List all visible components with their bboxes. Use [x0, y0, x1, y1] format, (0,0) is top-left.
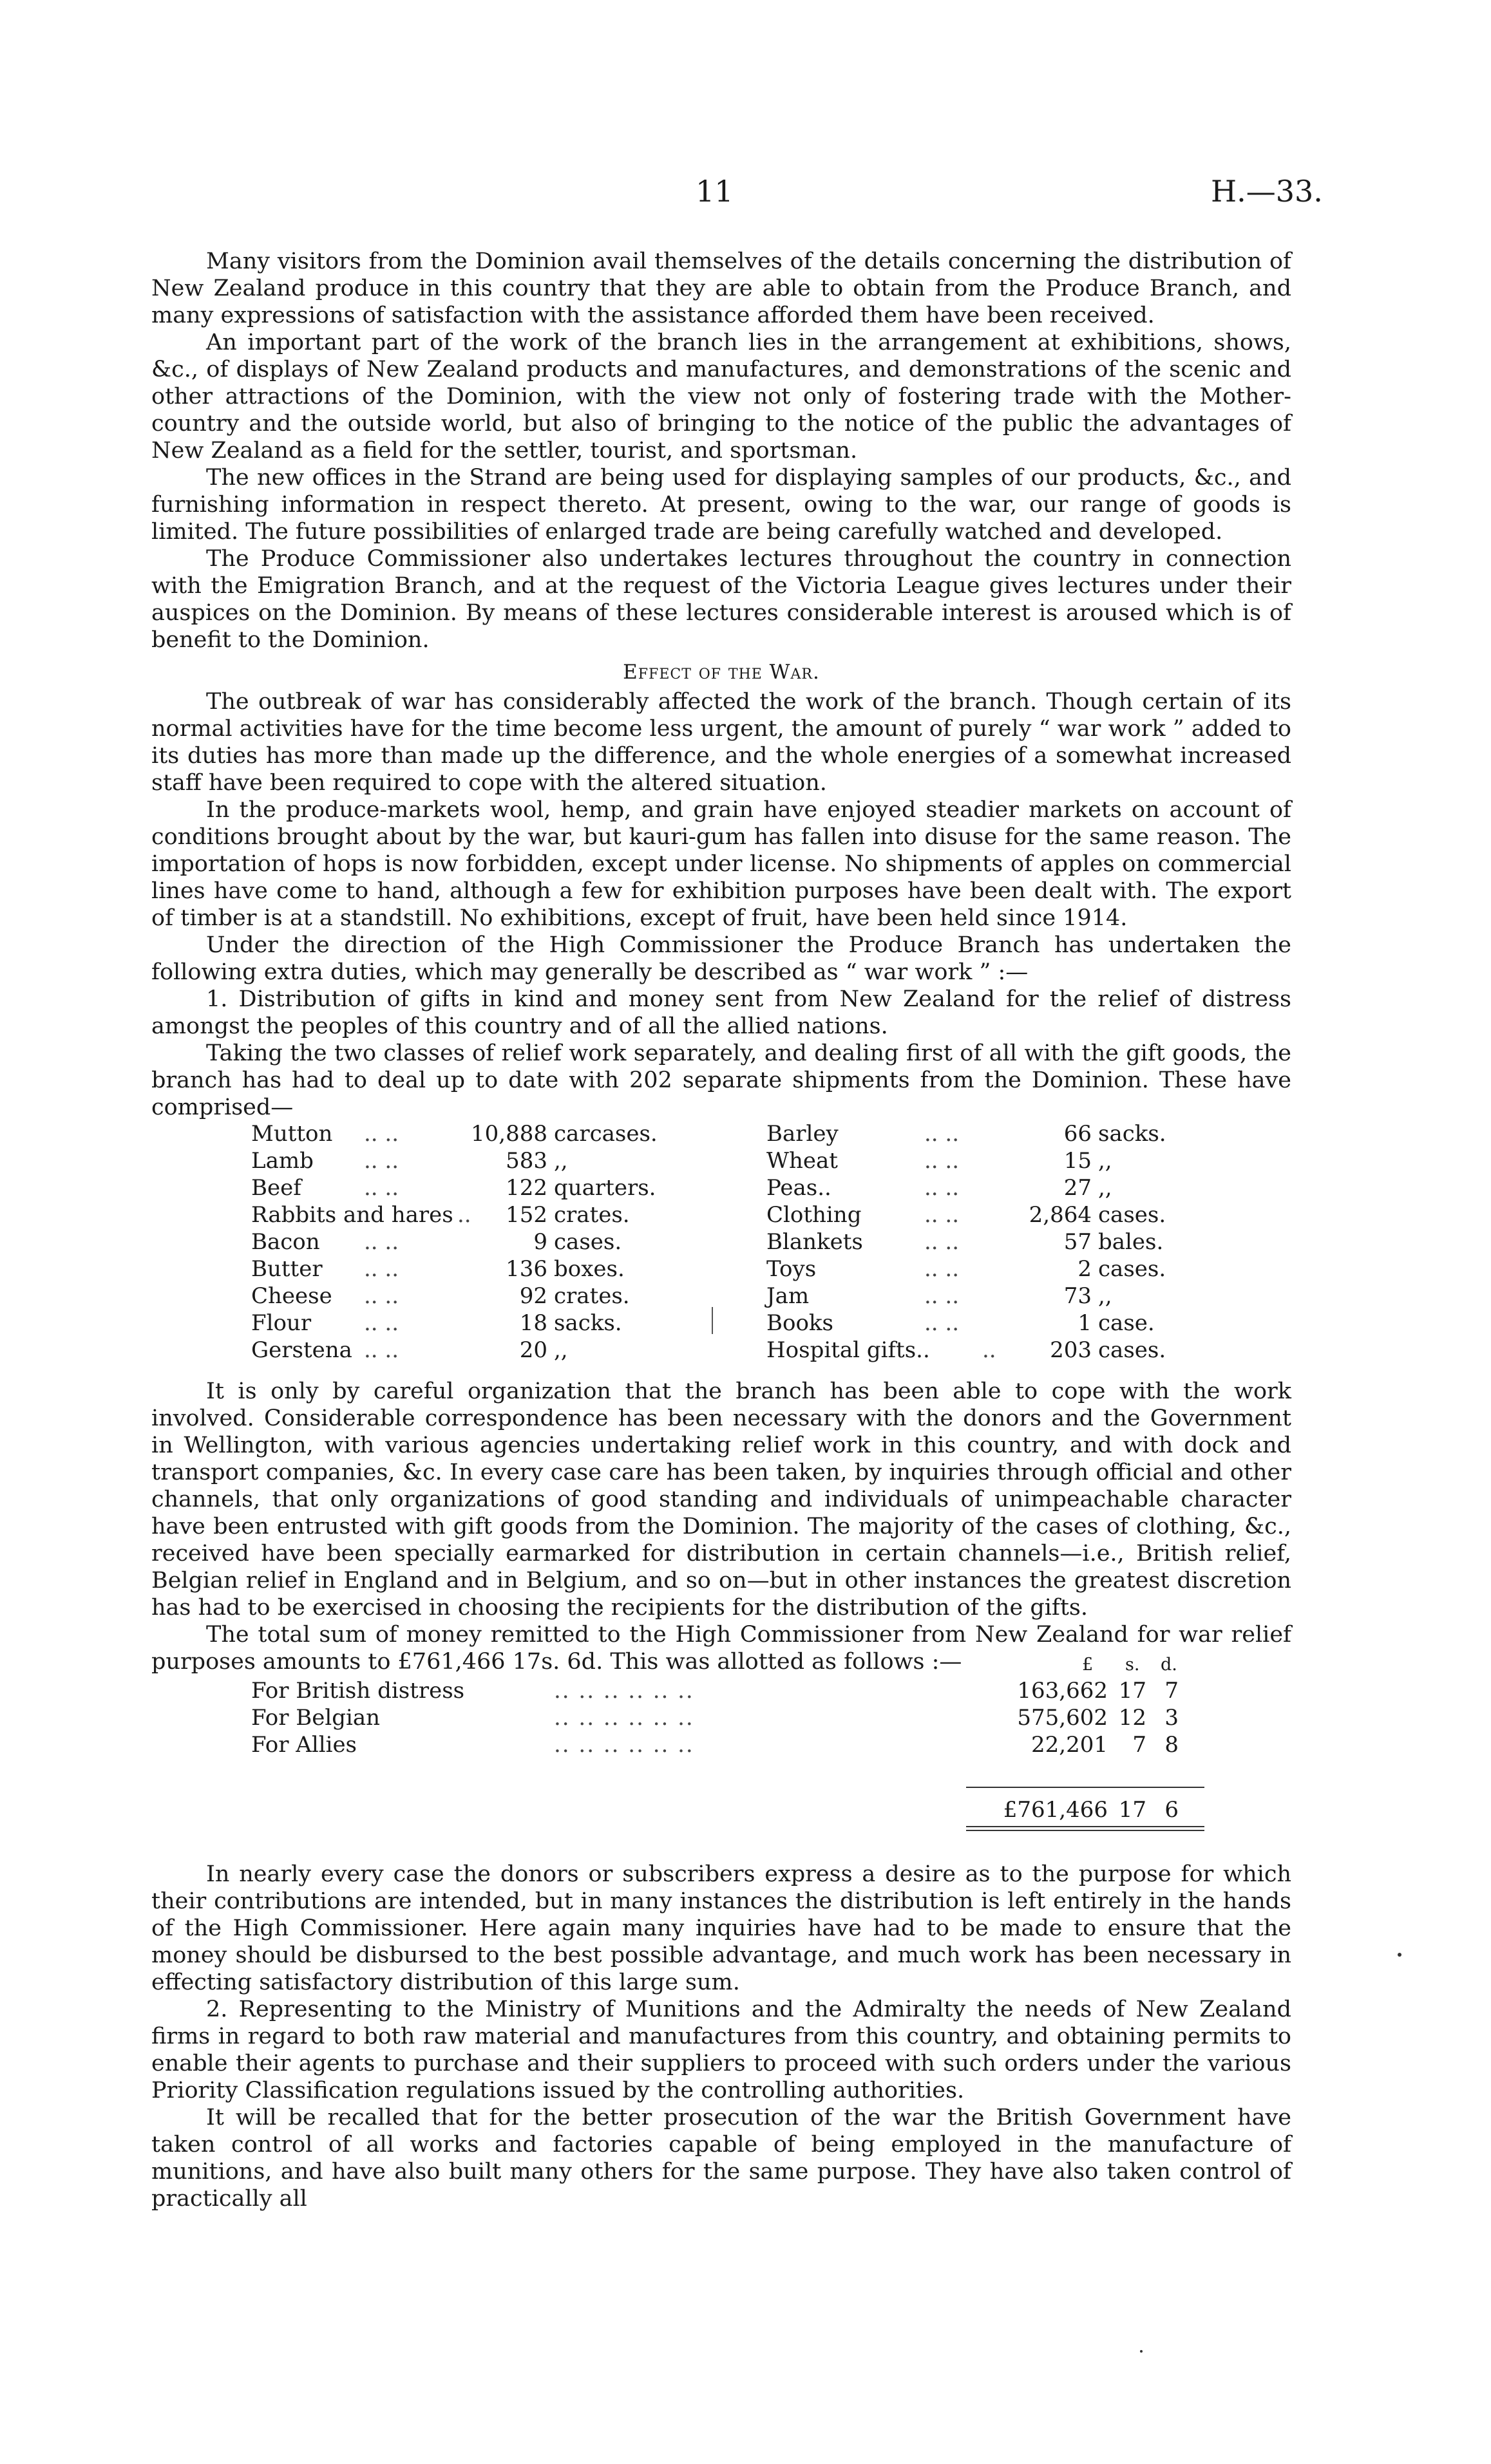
leader-dots: .. .. [924, 1229, 960, 1255]
goods-unit: case. [1098, 1310, 1155, 1336]
allocation-label: For Allies [251, 1732, 357, 1758]
list-item [251, 1147, 702, 1174]
goods-qty: 2,864 [1029, 1202, 1092, 1228]
leader-dots: .. .. .. .. .. .. [554, 1678, 694, 1704]
goods-unit: crates. [554, 1202, 630, 1228]
section-heading: Effect of the War. [623, 661, 820, 684]
list-item [766, 1283, 1198, 1310]
goods-item: Cheese [251, 1283, 332, 1309]
leader-dots: .. .. .. .. .. .. [554, 1705, 694, 1731]
goods-unit: ,, [1098, 1283, 1112, 1309]
allocation-label: For British distress [251, 1678, 465, 1704]
amount-shillings: 17 [1118, 1678, 1146, 1704]
amount-pounds: 575,602 [1017, 1705, 1108, 1731]
goods-item: Jam [766, 1283, 810, 1309]
list-item [766, 1174, 1198, 1201]
goods-qty: 9 [533, 1229, 547, 1255]
column-divider [712, 1307, 713, 1334]
leader-dots: .. .. [924, 1202, 960, 1228]
paragraph: 1. Distribution of gifts in kind and money sent from New Zealand for the relief of distress amongst the peoples of this country and of all the allied nations. [151, 986, 1291, 1039]
paragraph: The new offices in the Strand are being used for displaying samples of our products, &c., and furnishing information in respect thereto. At present, owing to the war, our range of goods is limited. The future possibilities of enlarged trade are being carefully watched and developed. [151, 465, 1291, 545]
column-header-shillings: s. [1125, 1655, 1140, 1675]
paragraph: The total sum of money remitted to the High Commissioner from New Zealand for war relief purposes amounts to £761,466 17s. 6d. This was allotted as follows :— [151, 1622, 1291, 1675]
total-rule-upper [966, 1826, 1204, 1827]
leader-dots: .. [982, 1337, 996, 1363]
total-shillings: 17 [1118, 1797, 1146, 1823]
goods-qty: 57 [1063, 1229, 1092, 1255]
goods-item: Blankets [766, 1229, 863, 1255]
goods-qty: 1 [1078, 1310, 1092, 1336]
goods-item: Wheat [766, 1148, 838, 1174]
goods-column-left [251, 1120, 702, 1364]
leader-dots: .. .. [364, 1256, 399, 1282]
paragraph: Taking the two classes of relief work separately, and dealing first of all with the gift goods, the branch has had to deal up to date with 202 separate shipments from the Dominion. These have comprised— [151, 1040, 1291, 1120]
paragraph: Under the direction of the High Commissioner the Produce Branch has undertaken the following extra duties, which may generally be described as “ war work ” :— [151, 932, 1291, 985]
goods-item: Barley [766, 1121, 839, 1147]
document-code: H.—33. [1211, 174, 1323, 209]
paragraph: The Produce Commissioner also undertakes lectures throughout the country in connection with the Emigration Branch, and at the request of the Victoria League gives lectures under their auspices on the Dominion. By means of these lectures considerable interest is aroused which is of benefit to the Dominion. [151, 546, 1291, 653]
list-item [251, 1310, 702, 1337]
goods-unit: cases. [554, 1229, 622, 1255]
column-header-pence: d. [1161, 1655, 1177, 1675]
goods-item: Lamb [251, 1148, 314, 1174]
goods-item: Bacon [251, 1229, 320, 1255]
goods-unit: cases. [1098, 1337, 1166, 1363]
goods-item: Peas.. [766, 1175, 831, 1201]
paragraph: It is only by careful organization that the branch has been able to cope with the work involved. Considerable correspondence has been necessary with the donors and the Government in Wellington, with various agencies undertaking relief work in this country, and with dock and transport companies, &c. In every case care has been taken, by inquiries through official and other channels, that only organizations of good standing and individuals of unimpeachable character have been entrusted with gift goods from the Dominion. The majority of the cases of clothing, &c., received have been specially earmarked for distribution in certain channels—i.e., British relief, Belgian relief in England and in Belgium, and so on—but in other instances the greatest discretion has had to be exercised in choosing the recipients for the distribution of the gifts. [151, 1378, 1291, 1621]
leader-dots: .. .. [924, 1148, 960, 1174]
goods-unit: ,, [1098, 1148, 1112, 1174]
goods-item: Hospital gifts.. [766, 1337, 930, 1363]
amount-shillings: 12 [1118, 1705, 1146, 1731]
list-item [251, 1256, 702, 1283]
paragraph: The outbreak of war has considerably affected the work of the branch. Though certain of its normal activities have for the time become less urgent, the amount of purely “ war work ” added to its duties has more than made up the difference, and the whole energies of a somewhat increased staff have been required to cope with the altered situation. [151, 689, 1291, 796]
goods-unit: cases. [1098, 1256, 1166, 1282]
leader-dots: .. .. [364, 1310, 399, 1336]
section-distribution [151, 1861, 1291, 2212]
goods-qty: 66 [1063, 1121, 1092, 1147]
goods-unit: carcases. [554, 1121, 658, 1147]
leader-dots: .. .. [364, 1229, 399, 1255]
list-item [251, 1283, 702, 1310]
list-item [766, 1228, 1198, 1256]
goods-qty: 18 [519, 1310, 547, 1336]
goods-unit: sacks. [554, 1310, 622, 1336]
section-intro [151, 248, 1291, 1121]
goods-item: Beef [251, 1175, 301, 1201]
list-item [766, 1147, 1198, 1174]
leader-dots: .. .. [364, 1148, 399, 1174]
goods-column-right [766, 1120, 1198, 1364]
list-item [766, 1201, 1198, 1228]
goods-item: Flour [251, 1310, 312, 1336]
goods-unit: sacks. [1098, 1121, 1166, 1147]
goods-unit: ,, [1098, 1175, 1112, 1201]
goods-unit: crates. [554, 1283, 630, 1309]
amount-pence: 7 [1164, 1678, 1179, 1704]
goods-qty: 203 [1050, 1337, 1092, 1363]
leader-dots: .. .. [364, 1337, 399, 1363]
scan-speck [1398, 1953, 1401, 1957]
list-item [251, 1120, 702, 1147]
paragraph: It will be recalled that for the better prosecution of the war the British Government have taken control of all works and factories capable of being employed in the manufacture of munitions, and have also built many others for the same purpose. They have also taken control of practically all [151, 2105, 1291, 2212]
amount-shillings: 7 [1132, 1732, 1146, 1758]
goods-qty: 20 [519, 1337, 547, 1363]
paragraph: An important part of the work of the branch lies in the arrangement at exhibitions, shows, &c., of displays of New Zealand products and manufactures, and demonstrations of the scenic and other attractions of the Dominion, with the view not only of fostering trade with the Mother-country and the outside world, but also of bringing to the notice of the public the advantages of New Zealand as a field for the settler, tourist, and sportsman. [151, 330, 1291, 464]
total-row [251, 1796, 1192, 1823]
list-item [766, 1256, 1198, 1283]
goods-item: Books [766, 1310, 833, 1336]
leader-dots: .. .. [924, 1310, 960, 1336]
table-row [251, 1677, 1192, 1704]
goods-unit: quarters. [554, 1175, 656, 1201]
leader-dots: .. .. .. .. .. .. [554, 1732, 694, 1758]
list-item [766, 1310, 1198, 1337]
list-item [766, 1337, 1198, 1364]
leader-dots: .. .. [924, 1256, 960, 1282]
goods-unit: ,, [554, 1337, 568, 1363]
allocation-label: For Belgian [251, 1705, 381, 1731]
goods-unit: ,, [554, 1148, 568, 1174]
goods-unit: cases. [1098, 1202, 1166, 1228]
page-number: 11 [696, 174, 734, 209]
list-item [251, 1228, 702, 1256]
sum-rule [966, 1787, 1204, 1788]
goods-qty: 136 [506, 1256, 547, 1282]
total-pounds: £761,466 [1003, 1797, 1108, 1823]
column-header-pounds: £ [1082, 1655, 1094, 1675]
goods-item: Clothing [766, 1202, 862, 1228]
goods-unit: boxes. [554, 1256, 625, 1282]
leader-dots: .. .. [924, 1121, 960, 1147]
goods-qty: 10,888 [471, 1121, 547, 1147]
goods-qty: 583 [506, 1148, 547, 1174]
leader-dots: .. [457, 1202, 471, 1228]
leader-dots: .. .. [364, 1283, 399, 1309]
total-pence: 6 [1164, 1797, 1179, 1823]
table-row [251, 1704, 1192, 1731]
section-organization [151, 1378, 1291, 1675]
goods-qty: 15 [1063, 1148, 1092, 1174]
leader-dots: .. .. [364, 1175, 399, 1201]
goods-qty: 152 [506, 1202, 547, 1228]
paragraph: 2. Representing to the Ministry of Munitions and the Admiralty the needs of New Zealand firms in regard to both raw material and manufactures from this country, and obtaining permits to enable their agents to purchase and their suppliers to proceed with such orders under the various Priority Classification regulations issued by the controlling authorities. [151, 1997, 1291, 2103]
total-rule-lower [966, 1830, 1204, 1831]
goods-item: Gerstena [251, 1337, 352, 1363]
goods-item: Rabbits and hares [251, 1202, 453, 1228]
goods-qty: 122 [506, 1175, 547, 1201]
list-item [251, 1201, 702, 1228]
list-item [251, 1337, 702, 1364]
leader-dots: .. .. [364, 1121, 399, 1147]
goods-qty: 92 [519, 1283, 547, 1309]
goods-item: Mutton [251, 1121, 333, 1147]
paragraph: In nearly every case the donors or subscribers express a desire as to the purpose for which their contributions are intended, but in many instances the distribution is left entirely in the hands of the High Commissioner. Here again many inquiries have had to be made to ensure that the money should be disbursed to the best possible advantage, and much work has been necessary in effecting satisfactory distribution of this large sum. [151, 1861, 1291, 1995]
goods-item: Toys [766, 1256, 817, 1282]
scan-speck [1140, 2350, 1143, 2353]
leader-dots: .. .. [924, 1283, 960, 1309]
paragraph: Many visitors from the Dominion avail themselves of the details concerning the distribution of New Zealand produce in this country that they are able to obtain from the Produce Branch, and many expressions of satisfaction with the assistance afforded them have been received. [151, 249, 1291, 328]
amount-pence: 3 [1164, 1705, 1179, 1731]
paragraph: In the produce-markets wool, hemp, and grain have enjoyed steadier markets on account of conditions brought about by the war, but kauri-gum has fallen into disuse for the same reason. The importation of hops is now forbidden, except under license. No shipments of apples on commercial lines have come to hand, although a few for exhibition purposes have been dealt with. The export of timber is at a standstill. No exhibitions, except of fruit, have been held since 1914. [151, 797, 1291, 931]
goods-unit: bales. [1098, 1229, 1164, 1255]
leader-dots: .. .. [924, 1175, 960, 1201]
amount-pence: 8 [1164, 1732, 1179, 1758]
list-item [251, 1174, 702, 1201]
goods-qty: 27 [1063, 1175, 1092, 1201]
amount-pounds: 22,201 [1031, 1732, 1108, 1758]
goods-qty: 73 [1063, 1283, 1092, 1309]
goods-qty: 2 [1078, 1256, 1092, 1282]
list-item [766, 1120, 1198, 1147]
goods-item: Butter [251, 1256, 323, 1282]
amount-pounds: 163,662 [1017, 1678, 1108, 1704]
table-row [251, 1731, 1192, 1758]
